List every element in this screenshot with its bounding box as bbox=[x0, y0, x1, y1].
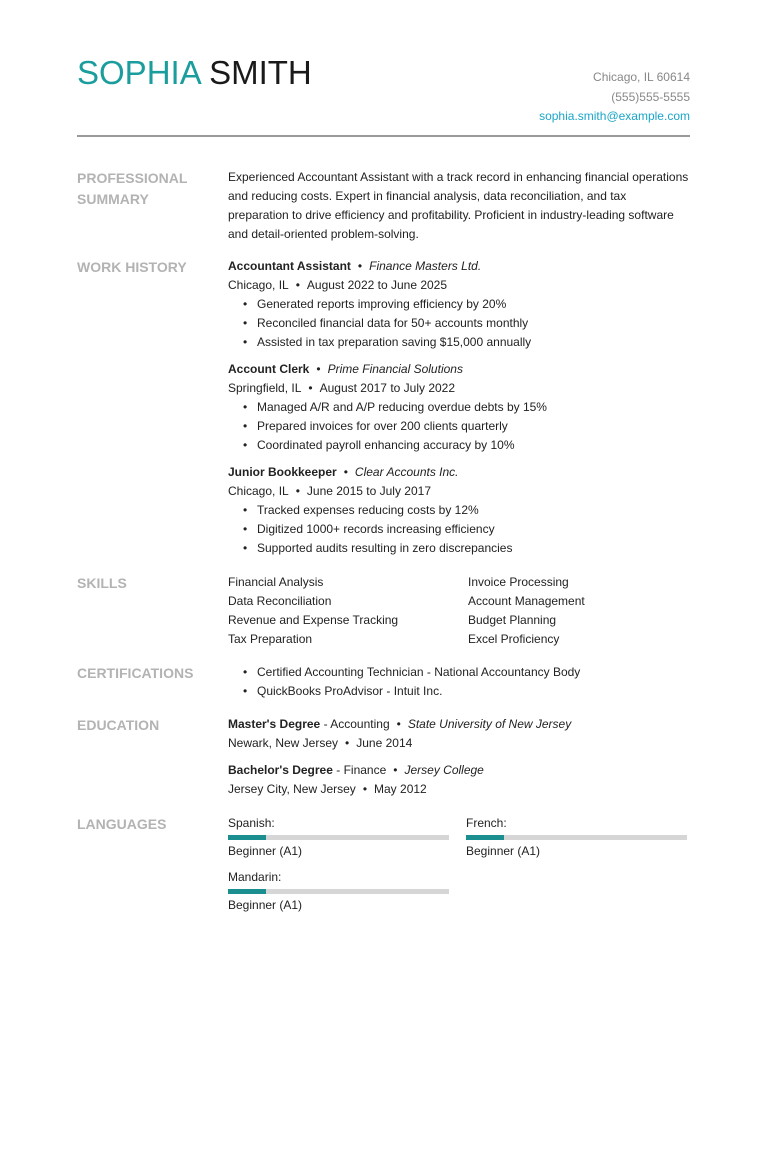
skill-item: Account Management bbox=[468, 594, 585, 608]
graduation-date: May 2012 bbox=[374, 782, 427, 796]
proficiency-bar bbox=[466, 835, 687, 840]
first-name: SOPHIA bbox=[77, 54, 200, 91]
certification-item: • QuickBooks ProAdvisor - Intuit Inc. bbox=[257, 682, 690, 701]
language-level: Beginner (A1) bbox=[228, 844, 303, 858]
job-title: Account Clerk bbox=[228, 362, 310, 376]
proficiency-fill bbox=[228, 835, 266, 840]
degree-field: - Finance bbox=[336, 763, 387, 777]
summary-section bbox=[77, 168, 690, 244]
job-dates: August 2022 to June 2025 bbox=[306, 278, 448, 292]
job-bullet: • Supported audits resulting in zero discrepancies bbox=[257, 539, 690, 558]
proficiency-fill bbox=[228, 889, 266, 894]
job-bullet: • Prepared invoices for over 200 clients quarterly bbox=[257, 417, 690, 436]
certifications-section bbox=[77, 663, 690, 701]
language-item bbox=[228, 868, 449, 915]
education-section bbox=[77, 715, 690, 807]
header-divider bbox=[77, 135, 690, 137]
skill-item: Financial Analysis bbox=[228, 575, 324, 589]
summary-heading-line2: SUMMARY bbox=[77, 191, 149, 207]
skills-grid bbox=[228, 573, 690, 649]
work-history-heading: WORK HISTORY bbox=[77, 259, 187, 275]
proficiency-bar bbox=[228, 889, 449, 894]
summary-heading bbox=[77, 168, 207, 210]
skills-section bbox=[77, 573, 690, 649]
job-bullet: • Managed A/R and A/P reducing overdue debts by 15% bbox=[257, 398, 690, 417]
school: State University of New Jersey bbox=[407, 717, 572, 731]
certifications-list bbox=[228, 663, 690, 701]
contact-info bbox=[539, 68, 690, 127]
degree: Bachelor's Degree bbox=[228, 763, 333, 777]
school: Jersey College bbox=[404, 763, 484, 777]
last-name: SMITH bbox=[209, 54, 312, 91]
job-company: Clear Accounts Inc. bbox=[354, 465, 459, 479]
language-level: Beginner (A1) bbox=[228, 898, 303, 912]
contact-email[interactable]: sophia.smith@example.com bbox=[539, 109, 690, 123]
job-location: Chicago, IL bbox=[228, 484, 289, 498]
degree: Master's Degree bbox=[228, 717, 321, 731]
proficiency-fill bbox=[466, 835, 504, 840]
language-level: Beginner (A1) bbox=[466, 844, 541, 858]
job-bullet: • Digitized 1000+ records increasing efficiency bbox=[257, 520, 690, 539]
skill-item: Excel Proficiency bbox=[468, 632, 560, 646]
job-bullet: • Coordinated payroll enhancing accuracy by 10% bbox=[257, 436, 690, 455]
job-company: Prime Financial Solutions bbox=[327, 362, 463, 376]
education-entry: Bachelor's Degree - Finance • Jersey College Jersey City, New Jersey • May 2012 bbox=[228, 763, 484, 796]
language-item bbox=[228, 814, 449, 861]
education-entry: Master's Degree - Accounting • State University of New Jersey Newark, New Jersey • June 2014 bbox=[228, 717, 572, 750]
job-title: Accountant Assistant bbox=[228, 259, 351, 273]
skill-item: Invoice Processing bbox=[468, 575, 569, 589]
skill-item: Revenue and Expense Tracking bbox=[228, 613, 399, 627]
job-title: Junior Bookkeeper bbox=[228, 465, 337, 479]
resume-header bbox=[77, 53, 690, 123]
skill-item: Budget Planning bbox=[468, 613, 557, 627]
work-history-section bbox=[77, 257, 690, 566]
education-heading: EDUCATION bbox=[77, 717, 160, 733]
language-name: French: bbox=[466, 816, 507, 830]
job-bullets bbox=[228, 398, 690, 455]
job-company: Finance Masters Ltd. bbox=[369, 259, 482, 273]
job-bullets bbox=[228, 501, 690, 558]
skill-item: Data Reconciliation bbox=[228, 594, 332, 608]
language-name: Mandarin: bbox=[228, 870, 282, 884]
proficiency-bar bbox=[228, 835, 449, 840]
contact-city: Chicago, IL 60614 bbox=[593, 70, 690, 84]
skills-heading: SKILLS bbox=[77, 575, 127, 591]
job-list bbox=[228, 257, 690, 558]
job-bullets bbox=[228, 295, 690, 352]
summary-heading-line1: PROFESSIONAL bbox=[77, 170, 188, 186]
job-entry: Account Clerk • Prime Financial Solutions Springfield, IL • August 2017 to July 2022 • Managed A/R and A/P reducing overdue debts by 15% • Prepared invoices for over 200 clients quarterly • Coordinated payroll enhancing accuracy by 10% bbox=[228, 360, 690, 455]
languages-heading: LANGUAGES bbox=[77, 816, 167, 832]
language-item bbox=[466, 814, 687, 861]
job-entry: Junior Bookkeeper • Clear Accounts Inc. Chicago, IL • June 2015 to July 2017 • Tracked expenses reducing costs by 12% • Digitized 1000+ records increasing efficiency • Supported audits resulting in zero discrepancies bbox=[228, 463, 690, 558]
school-location: Jersey City, New Jersey bbox=[228, 782, 356, 796]
job-dates: June 2015 to July 2017 bbox=[306, 484, 432, 498]
job-bullet: • Assisted in tax preparation saving $15,000 annually bbox=[257, 333, 690, 352]
contact-phone: (555)555-5555 bbox=[611, 89, 690, 104]
job-location: Springfield, IL bbox=[228, 381, 302, 395]
summary-text: Experienced Accountant Assistant with a track record in enhancing financial operations and reducing costs. Expert in financial analysis, data reconciliation, and tax preparation to drive efficiency and profitability. Proficient in industry-leading software and detail-oriented problem-solving. bbox=[228, 170, 689, 241]
graduation-date: June 2014 bbox=[356, 736, 413, 750]
education-list bbox=[228, 715, 690, 799]
job-bullet: • Generated reports improving efficiency by 20% bbox=[257, 295, 690, 314]
languages-section bbox=[77, 814, 690, 915]
job-entry: Accountant Assistant • Finance Masters Ltd. Chicago, IL • August 2022 to June 2025 • Generated reports improving efficiency by 20% • Reconciled financial data for 50+ accounts monthly • Assisted in tax preparation saving $15,000 annually bbox=[228, 257, 690, 352]
skill-item: Tax Preparation bbox=[228, 632, 313, 646]
job-bullet: • Tracked expenses reducing costs by 12% bbox=[257, 501, 690, 520]
degree-field: - Accounting bbox=[323, 717, 390, 731]
languages-grid bbox=[228, 814, 690, 915]
job-dates: August 2017 to July 2022 bbox=[319, 381, 456, 395]
school-location: Newark, New Jersey bbox=[228, 736, 339, 750]
certifications-heading: CERTIFICATIONS bbox=[77, 665, 194, 681]
language-name: Spanish: bbox=[228, 816, 275, 830]
certification-item: • Certified Accounting Technician - National Accountancy Body bbox=[257, 663, 690, 682]
job-bullet: • Reconciled financial data for 50+ accounts monthly bbox=[257, 314, 690, 333]
job-location: Chicago, IL bbox=[228, 278, 289, 292]
